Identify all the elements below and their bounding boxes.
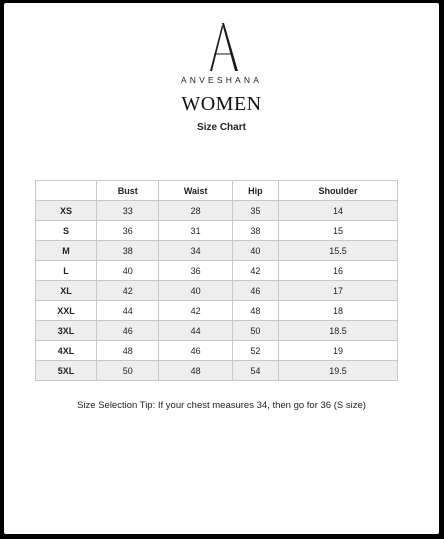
hip-value: 54 <box>232 361 278 381</box>
page-subtitle: Size Chart <box>197 122 246 133</box>
page-title: WOMEN <box>181 93 262 115</box>
hip-value: 40 <box>232 241 278 261</box>
size-label: XXL <box>36 301 97 321</box>
header-cell-hip: Hip <box>232 181 278 201</box>
brand-name: ANVESHANA <box>180 75 263 85</box>
hip-value: 52 <box>232 341 278 361</box>
size-chart-table <box>35 180 398 381</box>
size-label: 3XL <box>36 321 97 341</box>
letter-a-logo-icon <box>204 21 240 73</box>
table-row <box>36 281 398 301</box>
size-label: 5XL <box>36 361 97 381</box>
waist-value: 36 <box>159 261 232 281</box>
shoulder-value: 15 <box>278 221 397 241</box>
shoulder-value: 15.5 <box>278 241 397 261</box>
size-label: L <box>36 261 97 281</box>
waist-value: 31 <box>159 221 232 241</box>
header-cell-waist: Waist <box>159 181 232 201</box>
bust-value: 36 <box>97 221 159 241</box>
header-cell-shoulder: Shoulder <box>278 181 397 201</box>
hip-value: 48 <box>232 301 278 321</box>
waist-value: 48 <box>159 361 232 381</box>
bust-value: 50 <box>97 361 159 381</box>
size-chart-page <box>4 3 439 534</box>
size-label: M <box>36 241 97 261</box>
waist-value: 40 <box>159 281 232 301</box>
table-row <box>36 361 398 381</box>
table-row <box>36 341 398 361</box>
size-label: 4XL <box>36 341 97 361</box>
table-row <box>36 221 398 241</box>
waist-value: 42 <box>159 301 232 321</box>
shoulder-value: 18 <box>278 301 397 321</box>
waist-value: 34 <box>159 241 232 261</box>
size-label: XL <box>36 281 97 301</box>
shoulder-value: 18.5 <box>278 321 397 341</box>
shoulder-value: 16 <box>278 261 397 281</box>
table-row <box>36 201 398 221</box>
bust-value: 44 <box>97 301 159 321</box>
hip-value: 46 <box>232 281 278 301</box>
table-row <box>36 301 398 321</box>
bust-value: 48 <box>97 341 159 361</box>
shoulder-value: 14 <box>278 201 397 221</box>
hip-value: 42 <box>232 261 278 281</box>
hip-value: 50 <box>232 321 278 341</box>
size-label: S <box>36 221 97 241</box>
waist-value: 28 <box>159 201 232 221</box>
bust-value: 33 <box>97 201 159 221</box>
bust-value: 46 <box>97 321 159 341</box>
hip-value: 38 <box>232 221 278 241</box>
bust-value: 42 <box>97 281 159 301</box>
size-label: XS <box>36 201 97 221</box>
shoulder-value: 19 <box>278 341 397 361</box>
waist-value: 46 <box>159 341 232 361</box>
header-cell-bust: Bust <box>97 181 159 201</box>
shoulder-value: 19.5 <box>278 361 397 381</box>
header-cell-size <box>36 181 97 201</box>
table-row <box>36 261 398 281</box>
shoulder-value: 17 <box>278 281 397 301</box>
waist-value: 44 <box>159 321 232 341</box>
hip-value: 35 <box>232 201 278 221</box>
table-header-row <box>36 181 398 201</box>
table-row <box>36 321 398 341</box>
table-row <box>36 241 398 261</box>
bust-value: 40 <box>97 261 159 281</box>
bust-value: 38 <box>97 241 159 261</box>
size-selection-tip: Size Selection Tip: If your chest measures 34, then go for 36 (S size) <box>77 400 366 411</box>
